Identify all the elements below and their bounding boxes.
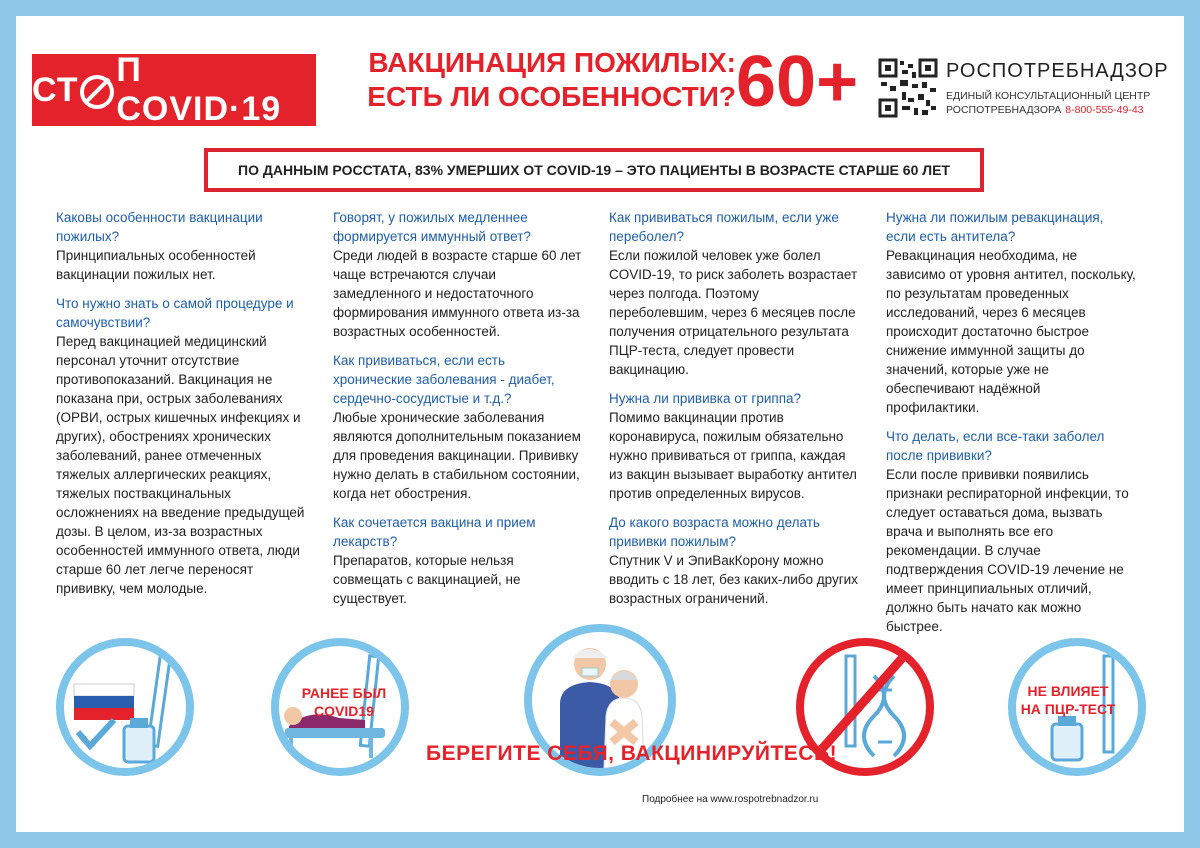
question: Нужна ли прививка от гриппа? [609, 391, 802, 406]
org-consult-center [946, 89, 1176, 117]
question: Что нужно знать о самой процедуре и самочувствии? [56, 296, 294, 330]
answer: Спутник V и ЭпиВакКорону можно вводить с 18 лет, без каких-либо других возрастных ограничений. [609, 553, 858, 606]
faq-column-2 [333, 208, 583, 608]
organization-block [946, 60, 1176, 117]
label-line-1: РАНЕЕ БЫЛ [301, 685, 387, 701]
answer: Помимо вакцинации против коронавируса, пожилым обязательно нужно прививаться от гриппа, каждая из вакцин вызывает выработку антител против определенных вирусов. [609, 410, 857, 501]
illustration-label-covid [294, 684, 394, 720]
label-line-1: НЕ ВЛИЯЕТ [1027, 683, 1109, 699]
hotline-phone[interactable]: 8-800-555-49-43 [1065, 104, 1144, 116]
org-name: РОСПОТРЕБНАДЗОР [946, 60, 1169, 82]
answer: Среди людей в возрасте старше 60 лет чаще встречаются случаи замедленного и недостаточного формирования иммунного ответа из-за возрастных особенностей. [333, 248, 582, 339]
org-sub-line-2-text: РОСПОТРЕБНАДЗОРА [946, 104, 1062, 116]
footer-link[interactable]: Подробнее на www.rospotrebnadzor.ru [642, 794, 819, 805]
stop-text-right: П COVID·19 [116, 51, 282, 128]
stop-text-left: СТ [32, 70, 79, 109]
faq-column-1 [56, 208, 306, 598]
answer: Если после прививки появились признаки респираторной инфекции, то следует оставаться дома, вызвать врача и выполнять все его рекомендации. В случае подтверждения COVID-19 лечение не имеет принципиальных отличий, должно быть начато как можно быстрее. [886, 467, 1129, 634]
question: Как прививаться пожилым, если уже переболел? [609, 210, 839, 244]
answer: Ревакцинация необходима, не зависимо от уровня антител, поскольку, по результатам проведенных исследований, через 6 месяцев происходит достаточно быстрое снижение иммунной защиты до значений, которые уже не обеспечивают надёжной профилактики. [886, 248, 1136, 415]
answer: Препаратов, которые нельзя совмещать с вакцинацией, не существует. [333, 553, 521, 606]
answer: Любые хронические заболевания являются дополнительным показанием для проведения вакцинации. Прививку нужно делать в стабильном состоянии, когда нет обострения. [333, 410, 581, 501]
question: Говорят, у пожилых медленнее формируется иммунный ответ? [333, 210, 531, 244]
answer: Перед вакцинацией медицинский персонал уточнит отсутствие противопоказаний. Вакцинация не показана при, острых заболеваниях (ОРВИ, острых кишечных инфекциях и других), обострениях хронических заболеваний, ранее отмеченных тяжелых аллергических реакциях, тяжелых поствакцинальных осложнениях на введение предыдущей дозы. В целом, из-за возрастных особенностей иммунного ответа, люди старше 60 лет легче переносят прививку, чем молодые. [56, 334, 305, 596]
question: До какого возраста можно делать прививки пожилым? [609, 515, 820, 549]
question: Нужна ли пожилым ревакцинация, если есть антитела? [886, 210, 1104, 244]
illustration-label-pcr [1016, 682, 1120, 718]
question: Как прививаться, если есть хронические заболевания - диабет, сердечно-сосудистые и т.д.? [333, 353, 555, 406]
age-badge: 60+ [736, 42, 859, 122]
answer: Принципиальных особенностей вакцинации пожилых нет. [56, 248, 256, 282]
syringe-vial-icon [64, 646, 186, 768]
question: Что делать, если все-таки заболел после прививки? [886, 429, 1105, 463]
title-line-1: ВАКЦИНАЦИЯ ПОЖИЛЫХ: [368, 47, 736, 78]
label-line-2: НА ПЦР-ТЕСТ [1020, 701, 1116, 717]
label-line-2: COVID19 [314, 703, 374, 719]
faq-column-4 [886, 208, 1136, 636]
page-title [356, 46, 736, 114]
slogan: БЕРЕГИТЕ СЕБЯ, ВАКЦИНИРУЙТЕСЬ! [426, 742, 838, 765]
question: Каковы особенности вакцинации пожилых? [56, 210, 263, 244]
illustration-vaccine-circle [56, 638, 194, 776]
answer: Если пожилой человек уже болел COVID-19, то риск заболеть возрастает через полгода. Поэтому переболевшим, через 6 месяцев после получения отрицательного результата ПЦР-теста, следует провести вакцинацию. [609, 248, 858, 377]
qr-code-icon[interactable] [878, 58, 938, 118]
statistic-banner: ПО ДАННЫМ РОССТАТА, 83% УМЕРШИХ ОТ COVID-19 – ЭТО ПАЦИЕНТЫ В ВОЗРАСТЕ СТАРШЕ 60 ЛЕТ [204, 148, 984, 192]
title-line-2: ЕСТЬ ЛИ ОСОБЕННОСТИ? [367, 81, 736, 112]
org-sub-line-2 [946, 103, 1176, 117]
org-sub-line-1: ЕДИНЫЙ КОНСУЛЬТАЦИОННЫЙ ЦЕНТР [946, 90, 1151, 102]
virus-icon [80, 75, 114, 109]
question: Как сочетается вакцина и прием лекарств? [333, 515, 536, 549]
stop-covid-banner [32, 51, 316, 128]
faq-column-3 [609, 208, 859, 608]
poster [16, 16, 1184, 832]
